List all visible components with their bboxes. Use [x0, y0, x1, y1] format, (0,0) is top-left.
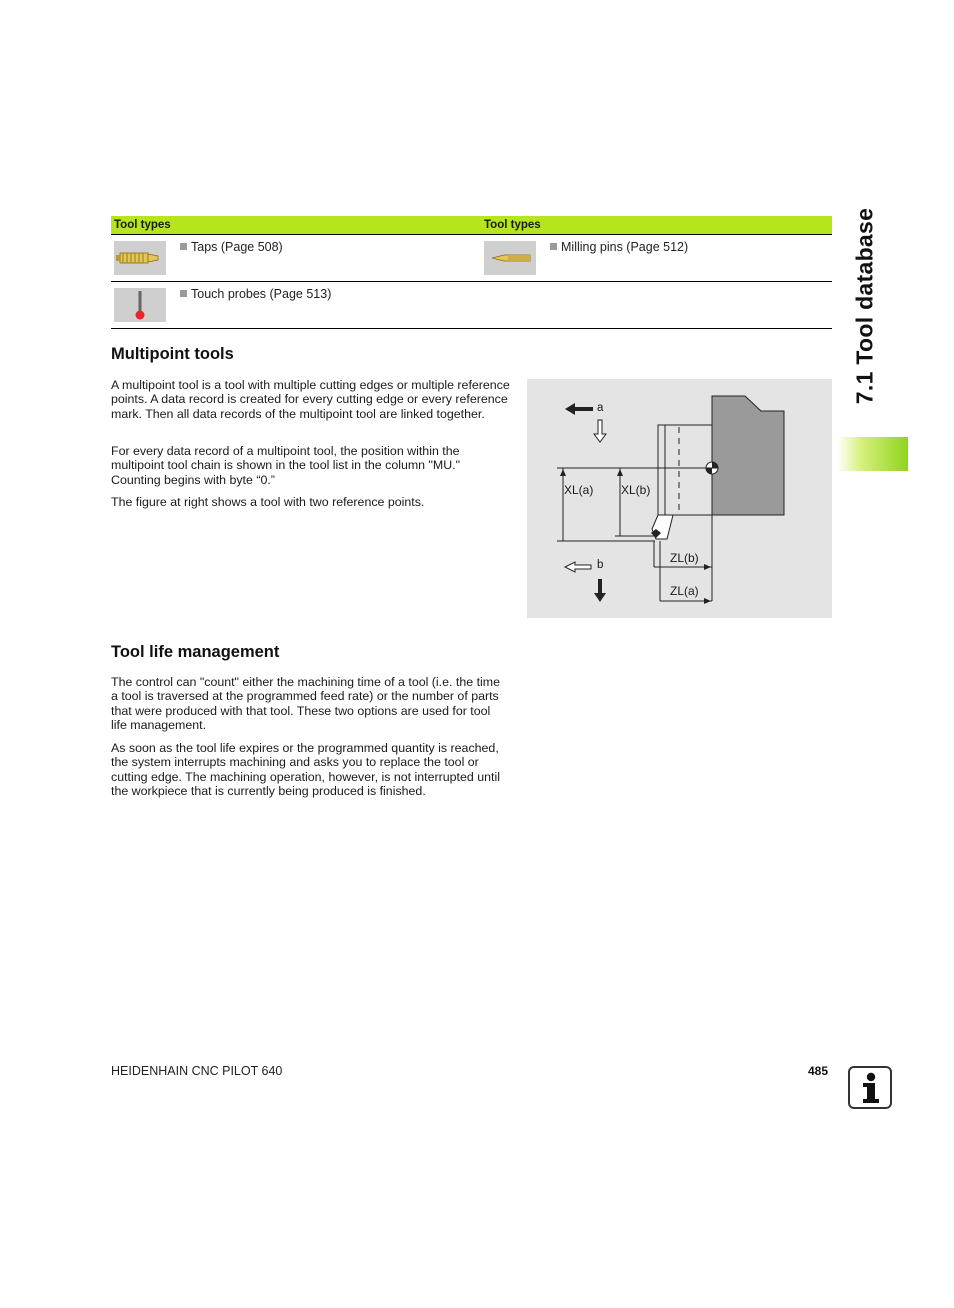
figure-label-xl-b: XL(b) [621, 483, 651, 497]
tool-link-milling-pins[interactable]: Milling pins (Page 512) [561, 240, 689, 254]
table-row [111, 234, 832, 281]
tool-types-table [111, 216, 832, 329]
paragraph: As soon as the tool life expires or the programmed quantity is reached, the system interrupts machining and asks you to replace the tool or cutting edge. The machining operation, however, is not interrupted until the workpiece that is currently being produced is finished. [111, 741, 500, 799]
table-row [111, 281, 832, 329]
bullet-icon [180, 290, 187, 297]
figure-label-b: b [597, 559, 604, 571]
list-item [550, 240, 688, 254]
tool-link-taps[interactable]: Taps (Page 508) [191, 240, 283, 254]
bullet-icon [180, 243, 187, 250]
paragraph: A multipoint tool is a tool with multiple cutting edges or multiple reference points. A data record is created for every cutting edge or every reference mark. Then all data records of the multipoint tool are linked together. [111, 378, 510, 421]
list-item [180, 240, 283, 254]
table-cell [481, 235, 832, 281]
tap-tool-icon [114, 241, 166, 275]
touch-probe-icon [114, 288, 166, 322]
table-cell [111, 282, 481, 328]
tool-link-touch-probes[interactable]: Touch probes (Page 513) [191, 287, 332, 301]
chapter-marker [837, 437, 908, 471]
list-item [180, 287, 331, 301]
table-header-cell: Tool types [484, 219, 541, 231]
figure-label-a: a [597, 402, 604, 414]
section-heading-tool-life: Tool life management [111, 643, 280, 661]
figure-label-zl-b: ZL(b) [670, 551, 699, 565]
multipoint-tool-figure [527, 379, 832, 618]
chapter-tab [845, 208, 885, 403]
page-number: 485 [808, 1064, 829, 1078]
footer-manual-title: HEIDENHAIN CNC PILOT 640 [111, 1064, 283, 1078]
bullet-icon [550, 243, 557, 250]
figure-label-xl-a: XL(a) [564, 483, 594, 497]
paragraph: The figure at right shows a tool with two reference points. [111, 495, 425, 509]
section-heading-multipoint: Multipoint tools [111, 345, 234, 363]
milling-pin-icon [484, 241, 536, 275]
table-cell [111, 235, 481, 281]
table-header-cell: Tool types [114, 219, 171, 231]
table-cell-empty [481, 282, 832, 328]
table-header [111, 216, 832, 234]
chapter-title: 7.1 Tool database [851, 207, 878, 404]
paragraph: The control can "count" either the machining time of a tool (i.e. the time a tool is traversed at the programmed feed rate) or the number of parts that were produced with that tool. These two options are used for tool life management. [111, 675, 500, 733]
info-icon[interactable] [848, 1066, 892, 1109]
figure-label-zl-a: ZL(a) [670, 584, 699, 598]
figure-drawing [527, 379, 832, 618]
paragraph: For every data record of a multipoint tool, the position within the multipoint tool chain is shown in the tool list in the column "MU." Counting begins with byte “0.” [111, 444, 461, 487]
